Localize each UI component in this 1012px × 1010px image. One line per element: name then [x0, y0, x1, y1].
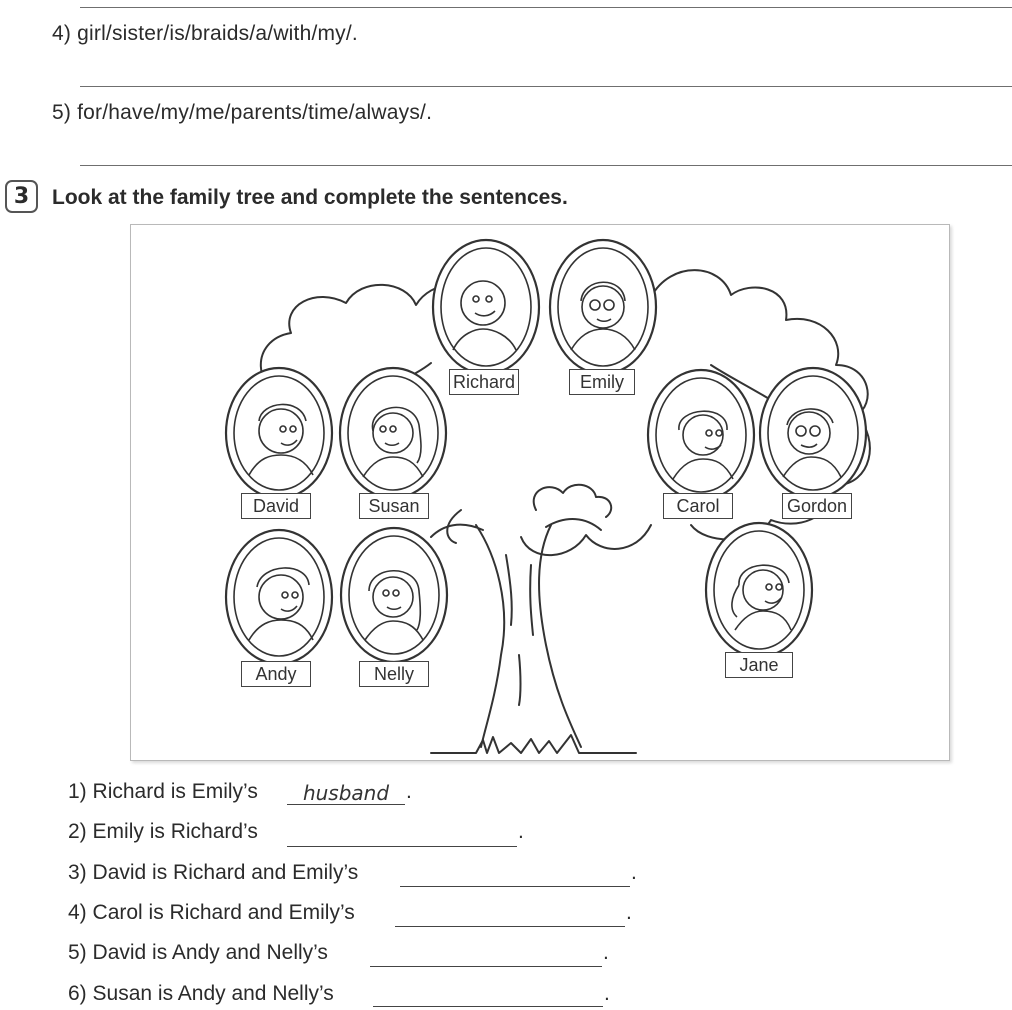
name-label-richard: Richard — [449, 369, 519, 395]
sentence-item — [52, 101, 432, 125]
name-label-gordon: Gordon — [782, 493, 852, 519]
answer-line[interactable] — [80, 86, 1012, 87]
sentence-item — [52, 22, 358, 46]
name-label-emily: Emily — [569, 369, 635, 395]
sentence-2: 2) Emily is Richard’s — [68, 820, 258, 843]
sentence-4: 4) Carol is Richard and Emily’s — [68, 901, 355, 924]
period: . — [603, 941, 609, 964]
tree-trunk — [431, 519, 601, 747]
grass — [431, 735, 636, 753]
answer-blank-6[interactable] — [373, 984, 603, 1007]
answer-blank-4[interactable] — [395, 904, 625, 927]
tree-inner-cloud — [534, 485, 612, 517]
period: . — [518, 820, 524, 843]
exercise-instruction: Look at the family tree and complete the sentences. — [52, 186, 568, 209]
name-label-jane: Jane — [725, 652, 793, 678]
item-number: 4) — [52, 22, 72, 45]
period: . — [626, 901, 632, 924]
answer-blank-2[interactable] — [287, 824, 517, 847]
answer-line[interactable] — [80, 165, 1012, 166]
family-tree-illustration — [130, 224, 950, 761]
item-text: for/have/my/me/parents/time/always/. — [77, 101, 433, 124]
name-label-carol: Carol — [663, 493, 733, 519]
exercise-number-badge: 3 — [5, 180, 38, 213]
period: . — [604, 982, 610, 1005]
name-label-andy: Andy — [241, 661, 311, 687]
sentence-1: 1) Richard is Emily’s — [68, 780, 258, 803]
name-label-nelly: Nelly — [359, 661, 429, 687]
period: . — [631, 861, 637, 884]
item-text: girl/sister/is/braids/a/with/my/. — [77, 22, 358, 45]
period: . — [406, 780, 412, 803]
sentence-5: 5) David is Andy and Nelly’s — [68, 941, 328, 964]
answer-blank-1[interactable]: husband — [287, 782, 405, 805]
sentence-3: 3) David is Richard and Emily’s — [68, 861, 359, 884]
sentence-6: 6) Susan is Andy and Nelly’s — [68, 982, 334, 1005]
answer-blank-3[interactable] — [400, 864, 630, 887]
name-label-david: David — [241, 493, 311, 519]
answer-blank-5[interactable] — [370, 944, 602, 967]
answer-line[interactable] — [80, 7, 1012, 8]
name-label-susan: Susan — [359, 493, 429, 519]
item-number: 5) — [52, 101, 72, 124]
